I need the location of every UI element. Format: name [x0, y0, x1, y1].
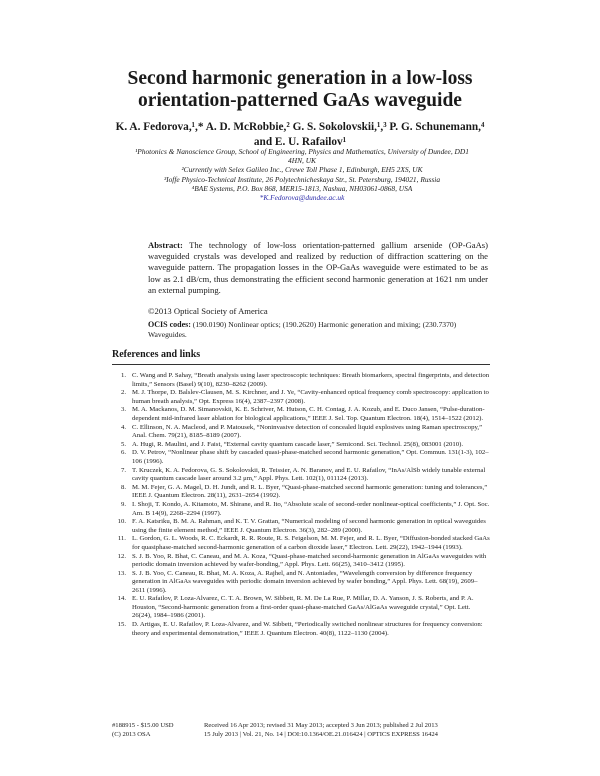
reference-text: D. V. Petrov, “Nonlinear phase shift by cascaded quasi-phase-matched second harmonic generation,” Opt. Commun. 131(1-3), 102–106 (1996). — [132, 449, 489, 465]
reference-number: 6. — [120, 449, 126, 457]
ocis-label: OCIS codes: — [148, 320, 191, 329]
paper-title — [60, 68, 540, 112]
reference-number: 14. — [117, 595, 126, 603]
reference-item — [112, 621, 490, 638]
reference-item — [112, 535, 490, 552]
footer-id-price: #188915 - $15.00 USD — [112, 722, 174, 729]
affiliation-1-cont: 4HN, UK — [288, 156, 316, 166]
reference-item — [112, 449, 490, 466]
reference-text: M. M. Fejer, G. A. Magel, D. H. Jundt, and R. L. Byer, “Quasi-phase-matched second harmonic generation: tuning and tolerances,” IEEE J. Quantum Electron. 28(11), 2631–2654 (1992). — [132, 483, 488, 500]
reference-text: D. Artigas, E. U. Rafailov, P. Loza-Alvarez, and W. Sibbett, “Periodically switched nonlinear structures for frequency conversion: theory and experimental demonstration,” IEEE J. Quantum Electron. 40(8), 1122–1130 (2004). — [132, 621, 483, 637]
footer-left — [112, 721, 202, 739]
corresponding-email[interactable]: *K.Fedorova@dundee.ac.uk — [259, 193, 345, 203]
abstract — [148, 240, 488, 296]
author-list — [90, 120, 510, 150]
reference-text: S. J. B. Yoo, R. Bhat, C. Caneau, and M. A. Koza, “Quasi-phase-matched second-harmonic generation in AlGaAs waveguides with periodic domain inversion achieved by wafer-bonding,” Appl. Phys. Lett. 66(25), 3410–3412 (1995). — [132, 552, 487, 569]
authors-line-2: and E. U. Rafailov¹ — [253, 136, 347, 148]
reference-item — [112, 389, 490, 406]
footer-osa: (C) 2013 OSA — [112, 731, 151, 738]
reference-number: 7. — [120, 466, 126, 474]
reference-item — [112, 595, 490, 621]
reference-text: F. A. Katsriku, B. M. A. Rahman, and K. T. V. Grattan, “Numerical modeling of second harmonic generation in optical waveguides using the finite element method,” IEEE J. Quantum Electron. 36(3), 282–289 (2000). — [132, 518, 486, 534]
reference-item — [112, 553, 490, 570]
reference-text: S. J. B. Yoo, C. Caneau, R. Bhat, M. A. Koza, A. Rajhel, and N. Antoniades, “Wavelength conversion by difference frequency generation in AlGaAs waveguides with periodic domain inversion achieved by wafer bonding,” Appl. Phys. Lett. 68(19), 2609–2611 (1996). — [132, 569, 478, 594]
title-line-1: Second harmonic generation in a low-loss — [127, 68, 473, 89]
reference-text: E. U. Rafailov, P. Loza-Alvarez, C. T. A. Brown, W. Sibbett, R. M. De La Rue, P. Millar, D. A. Yanson, J. S. Roberts, and P. A. Houston, “Second-harmonic generation from a first-order quasi-phase-matched GaAs/AlGaAs waveguide crystal,” Opt. Lett. 26(24), 1984–1986 (2001). — [132, 595, 474, 620]
reference-item — [112, 441, 490, 450]
reference-item — [112, 424, 490, 441]
references-heading: References and links — [112, 349, 201, 360]
reference-number: 8. — [120, 483, 126, 491]
reference-text: T. Kruczek, K. A. Fedorova, G. S. Sokolovskii, R. Teissier, A. N. Baranov, and E. U. Rafailov, “InAs/AlSb widely tunable external cavity quantum cascade laser around 3.2 μm,” Appl. Phys. Lett. 102(1), 011124 (2013). — [132, 466, 486, 483]
references-divider — [112, 364, 490, 365]
affiliations — [112, 147, 492, 202]
footer-issue: 15 July 2013 | Vol. 21, No. 14 | DOI:10.1364/OE.21.016424 | OPTICS EXPRESS 16424 — [204, 731, 438, 738]
reference-text: M. J. Thorpe, D. Balslev-Clausen, M. S. Kirchner, and J. Ye, “Cavity-enhanced optical frequency comb spectroscopy: application to human breath analysis,” Opt. Express 16(4), 2387–2397 (2008). — [132, 389, 489, 405]
reference-item — [112, 372, 490, 389]
reference-text: C. Ellinson, N. A. Macleod, and P. Matousek, “Noninvasive detection of concealed liquid explosives using Raman spectroscopy,” Anal. Chem. 79(21), 8185–8189 (2007). — [132, 423, 483, 440]
reference-item — [112, 570, 490, 596]
authors-line-1: K. A. Fedorova,¹,* A. D. McRobbie,² G. S. Sokolovskii,¹,³ P. G. Schunemann,⁴ — [115, 121, 485, 133]
reference-text: I. Shoji, T. Kondo, A. Kitamoto, M. Shirane, and R. Ito, “Absolute scale of second-order nonlinear-optical coefficients,” J. Opt. Soc. Am. B 14(9), 2268–2294 (1997). — [132, 501, 490, 517]
reference-text: L. Gordon, G. L. Woods, R. C. Eckardt, R. R. Route, R. S. Feigelson, M. M. Fejer, and R. L. Byer, “Diffusion-bonded stacked GaAs for quasiphase-matched second-harmonic generation of a carbon dioxide laser,” Electron. Lett. 29(22), 1942–1944 (1993). — [132, 535, 490, 551]
reference-text: M. A. Mackanos, D. M. Simanovskii, K. E. Schriver, M. Hutson, C. H. Contag, J. A. Kozub, and E. Duco Jansen, “Pulse-duration-dependent mid-infrared laser ablation for biological applications,” IEEE J. Sel. Top. Quantum Electron. 18(4), 1514–1522 (2012). — [132, 406, 485, 422]
reference-item — [112, 501, 490, 518]
reference-text: C. Wang and P. Sahay, “Breath analysis using laser spectroscopic techniques: Breath biomarkers, spectral fingerprints, and detection limits,” Sensors (Basel) 9(10), 8230–8262 (2009). — [132, 372, 490, 388]
title-line-2: orientation-patterned GaAs waveguide — [138, 90, 462, 111]
reference-number: 12. — [117, 552, 126, 560]
reference-item — [112, 484, 490, 501]
reference-item — [112, 518, 490, 535]
affiliation-1: ¹Photonics & Nanoscience Group, School of Engineering, Physics and Mathematics, University of Dundee, DD1 — [135, 147, 469, 156]
abstract-text: The technology of low-loss orientation-patterned gallium arsenide (OP-GaAs) waveguided crystals was developed and realized by reduction of diffraction scattering on the waveguide pattern. The propagation losses in the OP-GaAs waveguide were estimated to be as low as 2.1 dB/cm, thus demonstrating the efficient second harmonic generation at 1621 nm under an external pumping. — [148, 240, 488, 295]
reference-number: 5. — [120, 440, 126, 448]
reference-number: 11. — [117, 535, 126, 543]
reference-text: A. Hugi, R. Maulini, and J. Faist, “External cavity quantum cascade laser,” Semicond. Sci. Technol. 25(8), 083001 (2010). — [132, 440, 464, 448]
affiliation-3: ³Ioffe Physico-Technical Institute, 26 Polytechnicheskaya Str., St. Petersburg, 194021, Russia — [163, 174, 441, 184]
abstract-label: Abstract: — [148, 240, 183, 250]
footer-right — [204, 721, 492, 739]
references-list — [112, 372, 490, 638]
ocis-text: (190.0190) Nonlinear optics; (190.2620) Harmonic generation and mixing; (230.7370) Waveguides. — [148, 320, 457, 339]
reference-number: 15. — [117, 621, 126, 629]
reference-number: 9. — [120, 501, 126, 508]
reference-number: 3. — [120, 406, 126, 414]
reference-number: 1. — [120, 372, 126, 379]
reference-number: 13. — [117, 569, 126, 577]
reference-number: 2. — [120, 389, 126, 397]
affiliation-4: ⁴BAE Systems, P.O. Box 868, MER15-1813, Nashua, NH03061-0868, USA — [191, 183, 413, 193]
ocis-codes — [148, 320, 488, 340]
copyright: ©2013 Optical Society of America — [148, 306, 268, 316]
reference-item — [112, 406, 490, 423]
reference-number: 4. — [120, 423, 126, 431]
reference-item — [112, 467, 490, 484]
affiliation-2: ²Currently with Selex Galileo Inc., Crewe Toll Phase 1, Edinburgh, EH5 2XS, UK — [181, 165, 423, 175]
footer-received: Received 16 Apr 2013; revised 31 May 2013; accepted 3 Jun 2013; published 2 Jul 2013 — [204, 722, 438, 729]
reference-number: 10. — [117, 518, 126, 526]
